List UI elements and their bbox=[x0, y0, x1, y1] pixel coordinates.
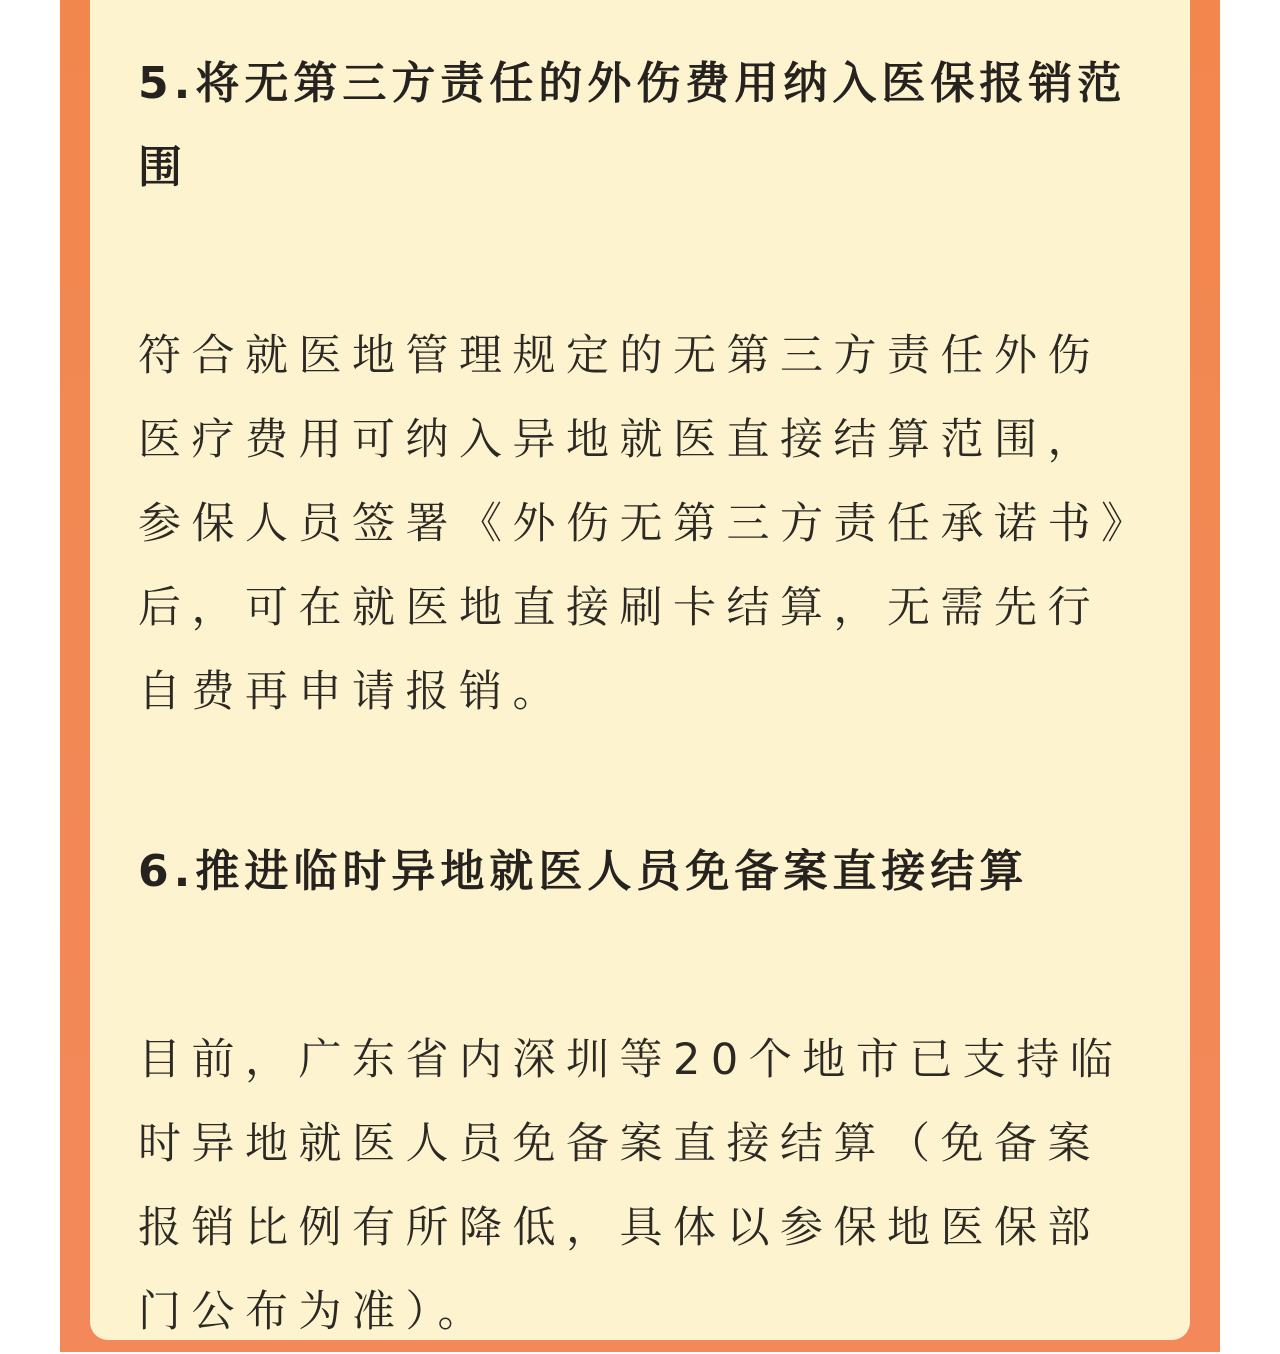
section-heading-5: 5.将无第三方责任的外伤费用纳入医保报销范围 bbox=[138, 58, 1127, 193]
article-content bbox=[138, 42, 1148, 1354]
section-body-6: 目前，广东省内深圳等20个地市已支持临时异地就医人员免备案直接结算（免备案报销比例有所降低，具体以参保地医保部门公布为准）。 bbox=[138, 1035, 1124, 1337]
spacer bbox=[138, 734, 1148, 830]
spacer bbox=[138, 914, 1148, 1018]
spacer bbox=[138, 210, 1148, 314]
section-body-5: 符合就医地管理规定的无第三方责任外伤医疗费用可纳入异地就医直接结算范围，参保人员签署《外伤无第三方责任承诺书》后，可在就医地直接刷卡结算，无需先行自费再申请报销。 bbox=[138, 331, 1133, 717]
section-heading-6: 6.推进临时异地就医人员免备案直接结算 bbox=[138, 846, 1029, 897]
